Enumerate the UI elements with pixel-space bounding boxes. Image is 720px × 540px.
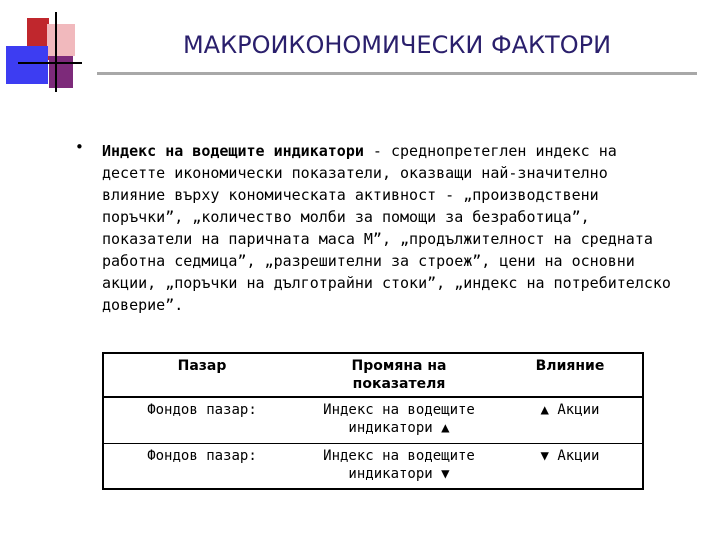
bullet-paragraph: [102, 140, 677, 316]
decor-pink-square: [47, 24, 75, 56]
decor-horizontal-line: [18, 62, 82, 64]
table-header-cell: Влияние: [535, 358, 605, 374]
table-cell: ▼ Акции: [540, 447, 600, 464]
table-row: [103, 443, 643, 489]
table-cell: Фондов пазар:: [147, 402, 257, 418]
table-cell: Индекс на водещите индикатори ▲: [323, 402, 475, 436]
decor-vertical-line: [55, 12, 57, 92]
table-header-cell: Пазар: [177, 358, 227, 374]
bullet-text: - среднопретеглен индекс на десетте икономически показатели, оказващи най-значително влияние върху кономическата активност - „производствени поръчки”, „количество молби за помощи за безработица”, показатели на паричната маса М”, „продължителност на средната работна седмица”, „разрешителни за строеж”, цени на основни акции, „поръчки на дълготрайни стоки”, „индекс на потребителско доверие”.: [102, 142, 671, 314]
table-cell: ▲ Акции: [540, 402, 600, 418]
bullet-icon: •: [75, 138, 84, 156]
decor-purple-square: [49, 56, 73, 88]
bullet-lead: Индекс на водещите индикатори: [102, 142, 364, 160]
table-cell: Фондов пазар:: [147, 447, 257, 464]
table-row: [103, 397, 643, 443]
table-cell: Индекс на водещите индикатори ▼: [323, 447, 475, 482]
table-header-row: [103, 353, 643, 397]
title-underline: [97, 72, 697, 75]
market-table: [102, 352, 644, 490]
decor-blue-square: [6, 46, 48, 84]
slide-title: МАКРОИКОНОМИЧЕСКИ ФАКТОРИ: [182, 31, 612, 59]
table-header-cell: Промяна на показателя: [351, 358, 447, 392]
